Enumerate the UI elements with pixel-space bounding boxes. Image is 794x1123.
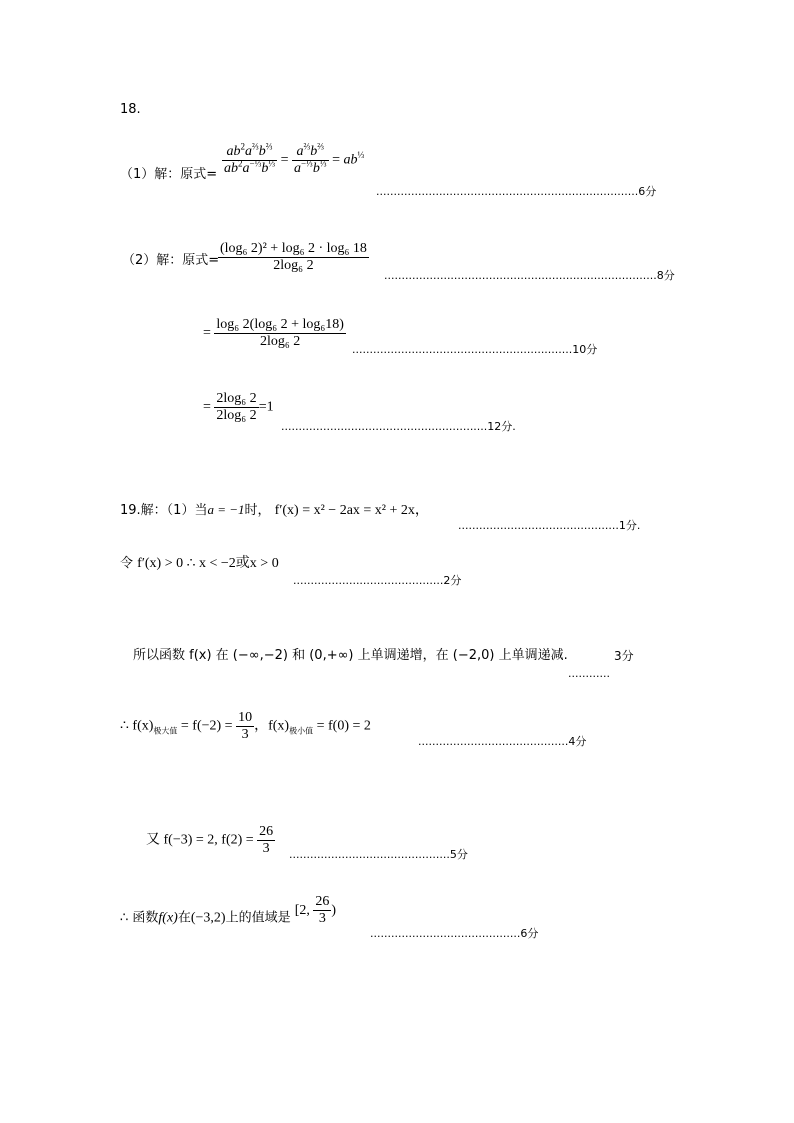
q19-range-close: ) [331, 902, 337, 918]
q19-line5 [146, 825, 275, 856]
q18-part1-label: （1）解：原式= [120, 167, 218, 182]
q18-part2-numerator: (log₆ 2)² + log₆ 2 · log₆ 18 [220, 241, 367, 256]
q18-step3-fraction: = $\frac{\text{log₆ 2(log₆ 2 + log₆18)}}{\text{2log₆ 2}}$ [203, 317, 344, 349]
q18-step4-fraction: = $\frac{\text{2log₆ 2}}{\text{2log₆ 2}}$ =1 [203, 391, 274, 423]
q19-line2-score: ...........................................2分 [293, 574, 462, 587]
q18-part1-score: ...........................................................................6分 [376, 185, 657, 198]
q19-max-num: 10 [238, 710, 253, 725]
q19-line3-dots: ............ [568, 667, 610, 680]
q18-step3-numerator: log₆ 2(log₆ 2 + log₆18) [216, 317, 344, 332]
q19-line6-range-label: 上的值域是 [225, 910, 291, 926]
q19-line6-score: ...........................................6分 [370, 927, 539, 940]
q19-line5-score: ..............................................5分 [289, 848, 468, 861]
q19-max-eq: = f(−2) = [180, 718, 233, 734]
q18-part2-fraction [218, 242, 369, 273]
q19-min-label: 极小值 [289, 726, 314, 736]
q18-part2-label: （2）解：原式= [122, 253, 220, 268]
q19-line6-range [294, 894, 337, 926]
q18-part1-formula: $\frac{ab^2a^{\frac{2}{3}}b^{\frac{2}{3}}}{ab^2a^{-\frac{1}{3}}b^{\frac{1}{3}}}$ = $\frac{a^{\frac{2}{3}}b^{\frac{2}{3}}}{a^{-\frac{1}{3}}b^{\frac{1}{3}}}$ = $ab^{\frac{1}{3}}$ [224, 141, 365, 176]
q19-range-num: 26 [315, 894, 330, 909]
q19-line5-num: 26 [259, 824, 274, 839]
q19-condition: a = −1 [207, 502, 245, 517]
q19-line1 [120, 503, 429, 518]
q18-step4-numerator: 2log₆ 2 [216, 391, 257, 406]
q19-max-label: 极大值 [153, 726, 178, 736]
q19-line2 [120, 557, 279, 571]
q19-line6-prefix: ∴ 函数 [120, 910, 159, 926]
q18-step4-denominator: 2log₆ 2 [216, 408, 257, 423]
q19-min-eq: = f(0) = 2 [316, 718, 371, 734]
q19-max-fx: ∴ f(x) [120, 718, 154, 734]
q19-max-den: 3 [241, 727, 249, 742]
q18-part2-denominator: 2log₆ 2 [273, 258, 314, 273]
q18-step3-score: ...............................................................10分 [352, 343, 598, 356]
q19-line6-fx: f(x) [158, 910, 178, 926]
q19-line6-interval: (−3,2) [190, 910, 226, 926]
q19-line6 [120, 894, 337, 934]
q19-derivative: f′(x) = x² − 2ax = x² + 2x， [274, 503, 429, 518]
q19-line2-prefix: 令 [120, 556, 134, 571]
q18-step4-result: =1 [258, 399, 274, 415]
q18-step3-denominator: 2log₆ 2 [260, 334, 301, 349]
q19-line5-expr: 又 f(−3) = 2, f(2) = [146, 832, 254, 848]
q19-line4-score: ...........................................4分 [418, 735, 587, 748]
q19-line4 [120, 711, 371, 742]
q18-step4-score: ...........................................................12分. [281, 420, 516, 433]
q18-part2-score: ..............................................................................8分 [384, 269, 675, 282]
q19-min-fx: ，f(x) [254, 718, 290, 734]
question-18-number: 18. [120, 102, 141, 117]
q19-line5-den: 3 [262, 841, 270, 856]
q19-label: 19.解：（1）当 [120, 503, 208, 518]
q19-line1-score: ..............................................1分. [458, 519, 641, 532]
q19-range-den: 3 [318, 911, 326, 926]
q19-line6-in: 在 [177, 910, 191, 926]
q19-range-open: [2, [294, 902, 310, 918]
q19-line2-expr: f′(x) > 0 ∴ x < −2或x > 0 [137, 556, 279, 571]
q19-line3-text: 所以函数 f(x) 在 (−∞,−2) 和 (0,+∞) 上单调递增，在 (−2,0) 上单调递减. [133, 648, 568, 663]
q19-line3-score: 3分 [614, 649, 634, 663]
q19-line1-mid: 时， [244, 503, 271, 518]
